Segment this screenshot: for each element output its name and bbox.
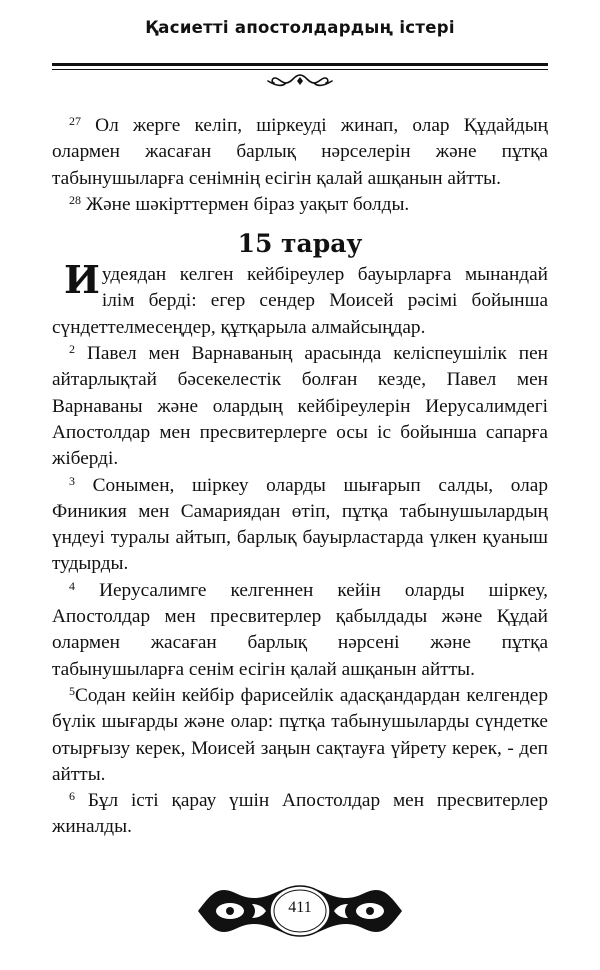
verse-number: 2 bbox=[69, 342, 75, 357]
verse-number: 4 bbox=[69, 578, 75, 593]
verse-text: Иерусалимге келгеннен кейін оларды шіркеу, Апостолдар мен пресвитерлер қабылдады және Құдай олармен жасаған барлық нәрсені және пұтқа табынушыларға сенім есігін қалай ашқанын айтты. bbox=[52, 579, 549, 680]
verse-text: Ол жерге келіп, шіркеуді жинап, олар Құдайдың олармен жасаған барлық нәрселерін және пұтқа табынушыларға сенімнің есігін қалай ашқанын айтты. bbox=[52, 115, 548, 189]
verse-4 bbox=[52, 578, 548, 683]
verse-27 bbox=[52, 113, 548, 192]
verse-number: 27 bbox=[69, 114, 81, 128]
page-body bbox=[52, 113, 548, 841]
page-number: 411 bbox=[288, 899, 312, 916]
verse-text: Павел мен Варнаваның арасында келіспеушілік пен айтарлықтай бәсекелестік болған кезде, Павел мен Варнаваны және олардың кейбіреулерін Иерусалимдегі Апостолдар мен пресвитерлерге осы іс бойынша сапарға жіберді. bbox=[52, 343, 548, 470]
verse-text: Бұл істі қарау үшін Апостолдар мен пресвитерлер жиналды. bbox=[52, 790, 548, 838]
header-ornament-icon bbox=[262, 71, 338, 89]
verse-2 bbox=[52, 341, 548, 472]
verse-text: Содан кейін кейбір фарисейлік адасқандардан келгендер бүлік шығарды және олар: пұтқа табынушыларды сүндетке отырғызу керек, Моисей заңын сақтауға үйрету керек, - деп айтты. bbox=[52, 684, 548, 785]
verse-text: удеядан келген кейбіреулер бауырларға мынандай ілім берді: егер сендер Моисей рәсімі бойынша сүндеттелмесеңдер, құтқарыла алмайсыңдар. bbox=[52, 264, 548, 338]
verse-1 bbox=[52, 257, 548, 341]
chapter-heading: 15 тарау bbox=[237, 229, 363, 259]
verse-number: 5 bbox=[69, 683, 75, 698]
verse-number: 28 bbox=[69, 192, 81, 207]
header-rule-thick bbox=[52, 63, 548, 66]
verse-3 bbox=[52, 473, 548, 578]
verse-28 bbox=[52, 192, 548, 218]
verse-5 bbox=[52, 683, 548, 788]
drop-cap: И bbox=[64, 257, 100, 303]
header-rule-thin bbox=[52, 69, 548, 70]
verse-text: Сонымен, шіркеу оларды шығарып салды, олар Финикия мен Самариядан өтіп, пұтқа табынушылардың үндеуі туралы айтып, барлық бауырластарда үлкен қуаныш тудырды. bbox=[52, 474, 548, 575]
verse-text: Және шәкірттермен біраз уақыт болды. bbox=[85, 193, 410, 215]
verse-number: 3 bbox=[69, 473, 75, 488]
running-title: Қасиетті апостолдардың істері bbox=[145, 18, 455, 37]
verse-number: 6 bbox=[69, 789, 75, 804]
verse-6 bbox=[52, 788, 548, 841]
